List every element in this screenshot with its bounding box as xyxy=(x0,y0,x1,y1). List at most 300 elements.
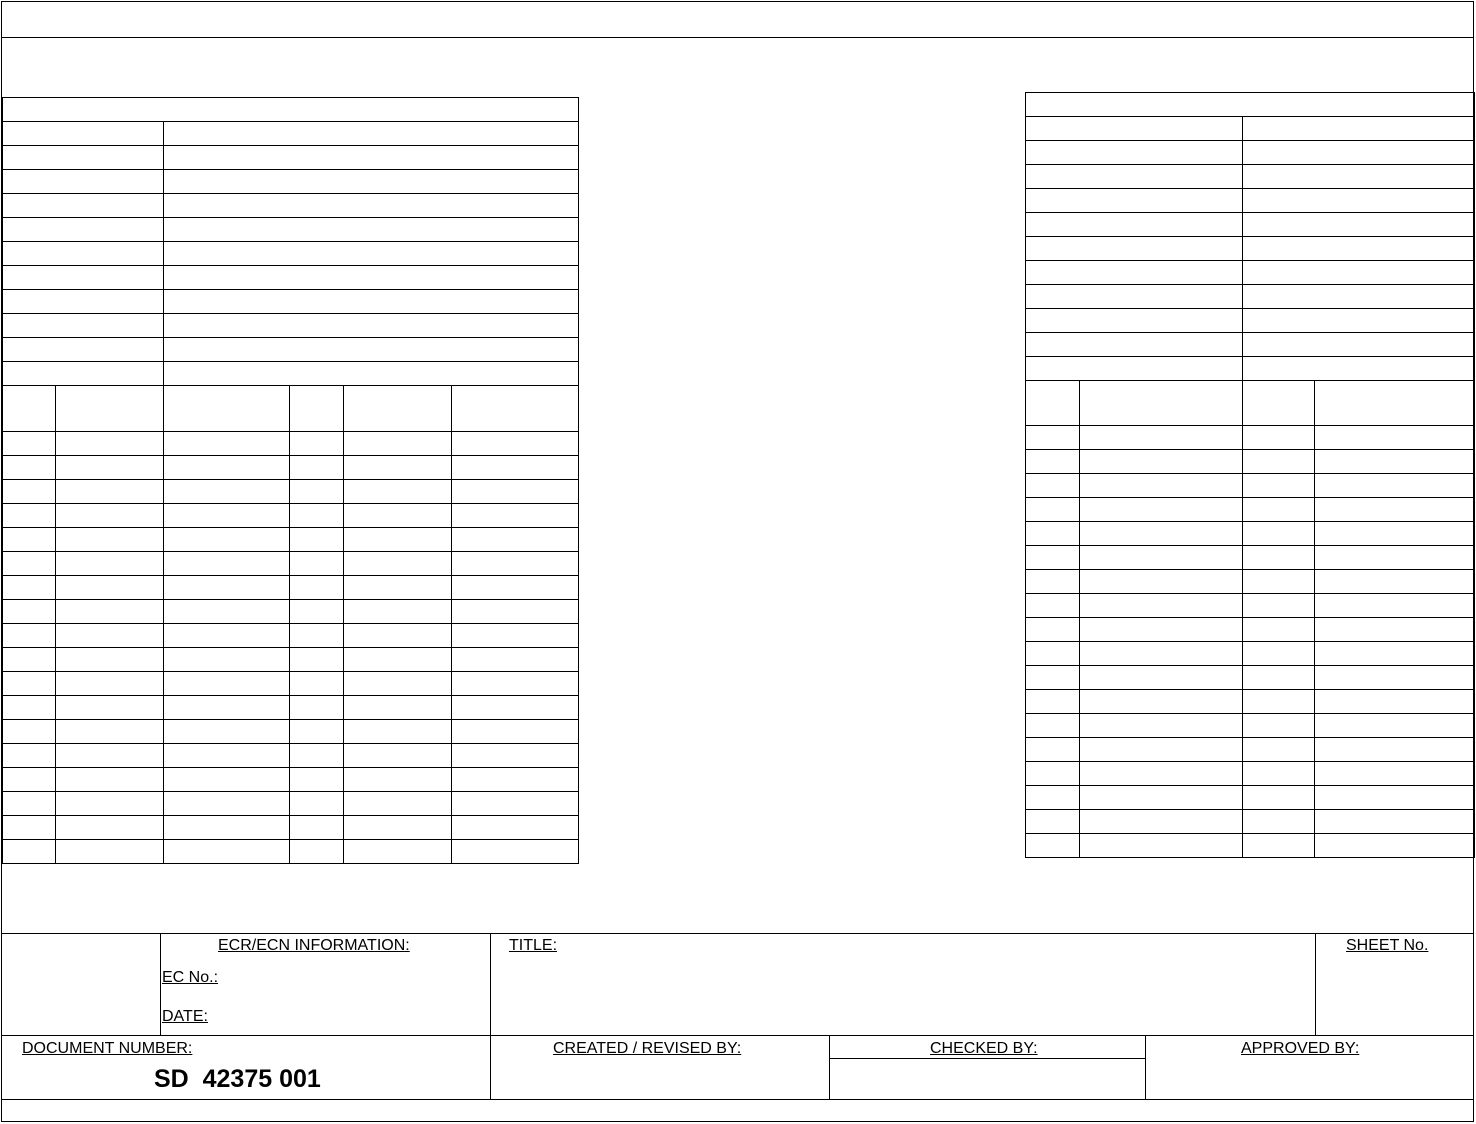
table-cell xyxy=(1026,450,1080,474)
table-column-header-row xyxy=(1026,381,1475,426)
table-row xyxy=(1026,522,1475,546)
table-cell xyxy=(344,720,452,744)
table-cell xyxy=(290,672,344,696)
table-row xyxy=(3,840,579,864)
table-cell xyxy=(3,624,56,648)
ecr-ecn-information-label: ECR/ECN INFORMATION: xyxy=(218,937,410,954)
table-cell xyxy=(452,672,579,696)
table-cell xyxy=(1026,333,1243,357)
table-row xyxy=(1026,357,1475,381)
table-cell xyxy=(452,648,579,672)
table-cell xyxy=(1026,522,1080,546)
table-cell xyxy=(344,576,452,600)
document-number-label: DOCUMENT NUMBER: xyxy=(22,1040,193,1057)
table-cell xyxy=(1026,810,1080,834)
table-cell xyxy=(3,456,56,480)
table-cell xyxy=(1243,714,1315,738)
table-cell xyxy=(1315,834,1475,858)
table-cell xyxy=(1080,642,1243,666)
table-row xyxy=(1026,117,1475,141)
table-cell xyxy=(344,552,452,576)
table-cell xyxy=(1080,450,1243,474)
table-cell xyxy=(164,552,290,576)
table-cell xyxy=(164,720,290,744)
date-label: DATE: xyxy=(162,1008,208,1025)
table-cell xyxy=(1026,762,1080,786)
table-row xyxy=(3,792,579,816)
table-cell xyxy=(1026,165,1243,189)
table-cell xyxy=(56,528,164,552)
table-cell xyxy=(164,744,290,768)
table-cell xyxy=(1243,834,1315,858)
table-cell xyxy=(290,432,344,456)
table-cell xyxy=(3,218,164,242)
table-header-row xyxy=(3,98,579,122)
table-cell xyxy=(3,576,56,600)
table-cell xyxy=(164,456,290,480)
table-cell xyxy=(3,362,164,386)
table-row xyxy=(3,672,579,696)
table-cell xyxy=(164,768,290,792)
table-cell xyxy=(1315,498,1475,522)
table-cell xyxy=(1080,594,1243,618)
table-cell xyxy=(290,768,344,792)
table-row xyxy=(3,600,579,624)
table-cell xyxy=(290,528,344,552)
table-cell xyxy=(452,744,579,768)
table-row xyxy=(1026,570,1475,594)
table-cell xyxy=(452,386,579,432)
table-cell xyxy=(290,792,344,816)
table-cell xyxy=(1315,546,1475,570)
table-cell xyxy=(344,386,452,432)
table-cell xyxy=(1026,426,1080,450)
table-cell xyxy=(290,386,344,432)
table-cell xyxy=(344,792,452,816)
table-cell xyxy=(1080,738,1243,762)
table-cell xyxy=(56,744,164,768)
table-row xyxy=(1026,762,1475,786)
checked-by-label: CHECKED BY: xyxy=(930,1040,1038,1057)
title-block-divider xyxy=(1145,1036,1146,1099)
table-cell xyxy=(290,576,344,600)
table-cell xyxy=(452,768,579,792)
table-cell xyxy=(3,552,56,576)
table-row xyxy=(1026,618,1475,642)
table-cell xyxy=(1080,762,1243,786)
table-row xyxy=(1026,285,1475,309)
table-row xyxy=(3,648,579,672)
table-cell xyxy=(452,456,579,480)
table-cell xyxy=(290,480,344,504)
table-cell xyxy=(164,504,290,528)
table-row xyxy=(1026,426,1475,450)
table-cell xyxy=(1026,285,1243,309)
right-info-table xyxy=(1025,92,1475,858)
table-row xyxy=(3,768,579,792)
table-row xyxy=(3,218,579,242)
table-row xyxy=(3,696,579,720)
table-cell xyxy=(3,98,579,122)
title-block-mid-border xyxy=(1,1035,1474,1036)
table-cell xyxy=(1080,426,1243,450)
table-cell xyxy=(3,768,56,792)
ec-number-label: EC No.: xyxy=(162,969,219,986)
table-cell xyxy=(1315,786,1475,810)
table-cell xyxy=(290,744,344,768)
table-row xyxy=(1026,237,1475,261)
table-cell xyxy=(3,170,164,194)
table-row xyxy=(1026,810,1475,834)
table-cell xyxy=(1243,309,1475,333)
table-cell xyxy=(452,528,579,552)
table-cell xyxy=(3,648,56,672)
table-cell xyxy=(3,816,56,840)
table-cell xyxy=(1315,618,1475,642)
table-cell xyxy=(1243,474,1315,498)
table-row xyxy=(3,314,579,338)
table-row xyxy=(3,744,579,768)
table-cell xyxy=(164,576,290,600)
table-cell xyxy=(1243,810,1315,834)
table-cell xyxy=(452,432,579,456)
table-cell xyxy=(1080,381,1243,426)
table-row xyxy=(1026,594,1475,618)
table-cell xyxy=(164,528,290,552)
table-cell xyxy=(164,648,290,672)
table-row xyxy=(1026,690,1475,714)
table-cell xyxy=(164,816,290,840)
table-cell xyxy=(56,840,164,864)
table-cell xyxy=(1315,381,1475,426)
table-cell xyxy=(1243,285,1475,309)
table-cell xyxy=(1026,309,1243,333)
table-cell xyxy=(290,504,344,528)
table-cell xyxy=(3,528,56,552)
table-row xyxy=(3,456,579,480)
table-row xyxy=(1026,786,1475,810)
table-cell xyxy=(56,504,164,528)
table-cell xyxy=(1080,522,1243,546)
table-cell xyxy=(3,242,164,266)
table-row xyxy=(3,194,579,218)
table-cell xyxy=(290,840,344,864)
table-row xyxy=(3,624,579,648)
table-row xyxy=(3,122,579,146)
table-cell xyxy=(1026,141,1243,165)
table-row xyxy=(1026,165,1475,189)
table-cell xyxy=(1315,666,1475,690)
table-cell xyxy=(1315,522,1475,546)
table-cell xyxy=(290,648,344,672)
table-row xyxy=(1026,666,1475,690)
table-cell xyxy=(3,266,164,290)
table-cell xyxy=(1026,357,1243,381)
table-cell xyxy=(1315,594,1475,618)
table-cell xyxy=(452,696,579,720)
table-cell xyxy=(56,456,164,480)
table-cell xyxy=(1243,594,1315,618)
table-cell xyxy=(452,576,579,600)
table-cell xyxy=(56,672,164,696)
table-cell xyxy=(344,480,452,504)
table-cell xyxy=(1026,618,1080,642)
table-cell xyxy=(164,218,579,242)
table-row xyxy=(1026,546,1475,570)
table-cell xyxy=(1315,738,1475,762)
table-cell xyxy=(1026,570,1080,594)
table-cell xyxy=(452,504,579,528)
table-row xyxy=(3,720,579,744)
table-row xyxy=(1026,141,1475,165)
table-cell xyxy=(344,504,452,528)
table-cell xyxy=(1026,642,1080,666)
table-row xyxy=(3,170,579,194)
table-cell xyxy=(164,122,579,146)
table-cell xyxy=(56,386,164,432)
table-cell xyxy=(344,600,452,624)
table-cell xyxy=(1026,237,1243,261)
table-cell xyxy=(1243,522,1315,546)
approved-by-label: APPROVED BY: xyxy=(1241,1040,1360,1057)
table-cell xyxy=(56,768,164,792)
table-cell xyxy=(164,338,579,362)
table-cell xyxy=(1243,357,1475,381)
table-cell xyxy=(1026,93,1475,117)
table-cell xyxy=(3,840,56,864)
table-cell xyxy=(290,696,344,720)
table-cell xyxy=(1243,261,1475,285)
table-cell xyxy=(344,624,452,648)
table-cell xyxy=(1243,213,1475,237)
table-cell xyxy=(1315,450,1475,474)
table-row xyxy=(1026,309,1475,333)
table-cell xyxy=(1080,546,1243,570)
table-cell xyxy=(452,840,579,864)
table-cell xyxy=(344,696,452,720)
table-cell xyxy=(344,648,452,672)
table-cell xyxy=(164,314,579,338)
table-row xyxy=(3,576,579,600)
table-row xyxy=(3,242,579,266)
table-cell xyxy=(1026,594,1080,618)
table-cell xyxy=(290,624,344,648)
table-cell xyxy=(1026,834,1080,858)
table-row xyxy=(1026,189,1475,213)
table-cell xyxy=(344,456,452,480)
table-cell xyxy=(1243,333,1475,357)
table-row xyxy=(3,552,579,576)
table-row xyxy=(1026,474,1475,498)
table-cell xyxy=(1243,450,1315,474)
table-cell xyxy=(1080,474,1243,498)
table-cell xyxy=(344,672,452,696)
table-column-header-row xyxy=(3,386,579,432)
table-cell xyxy=(1315,426,1475,450)
table-cell xyxy=(164,696,290,720)
table-row xyxy=(1026,450,1475,474)
table-row xyxy=(3,362,579,386)
header-divider xyxy=(1,37,1474,38)
table-cell xyxy=(344,840,452,864)
table-cell xyxy=(3,672,56,696)
table-cell xyxy=(1243,762,1315,786)
table-row xyxy=(1026,834,1475,858)
document-number-value: SD 42375 001 xyxy=(154,1065,321,1093)
table-row xyxy=(3,816,579,840)
table-cell xyxy=(164,480,290,504)
table-cell xyxy=(1026,786,1080,810)
table-cell xyxy=(1080,834,1243,858)
table-cell xyxy=(1315,570,1475,594)
table-row xyxy=(1026,333,1475,357)
table-row xyxy=(3,432,579,456)
table-cell xyxy=(1243,189,1475,213)
table-cell xyxy=(1080,714,1243,738)
table-row xyxy=(3,528,579,552)
table-cell xyxy=(1243,690,1315,714)
table-cell xyxy=(56,624,164,648)
table-cell xyxy=(1243,165,1475,189)
table-cell xyxy=(344,528,452,552)
table-cell xyxy=(1315,690,1475,714)
table-row xyxy=(3,338,579,362)
table-cell xyxy=(1026,690,1080,714)
table-cell xyxy=(452,624,579,648)
table-cell xyxy=(164,290,579,314)
table-cell xyxy=(1243,117,1475,141)
table-cell xyxy=(452,720,579,744)
table-cell xyxy=(3,122,164,146)
table-cell xyxy=(1243,570,1315,594)
table-cell xyxy=(1243,141,1475,165)
left-info-table xyxy=(2,97,579,864)
table-cell xyxy=(164,432,290,456)
table-row xyxy=(1026,261,1475,285)
table-cell xyxy=(1243,642,1315,666)
table-cell xyxy=(290,816,344,840)
table-cell xyxy=(56,576,164,600)
table-cell xyxy=(452,816,579,840)
table-cell xyxy=(3,432,56,456)
sheet-number-label: SHEET No. xyxy=(1346,937,1429,954)
title-block-divider xyxy=(829,1036,830,1099)
table-cell xyxy=(290,456,344,480)
title-block-divider xyxy=(490,934,491,1099)
table-cell xyxy=(1243,426,1315,450)
title-block-divider xyxy=(160,934,161,1035)
table-cell xyxy=(1026,474,1080,498)
table-cell xyxy=(1315,714,1475,738)
table-cell xyxy=(3,314,164,338)
table-cell xyxy=(1080,690,1243,714)
table-cell xyxy=(56,720,164,744)
table-cell xyxy=(56,432,164,456)
table-cell xyxy=(3,146,164,170)
table-cell xyxy=(1026,738,1080,762)
table-cell xyxy=(164,386,290,432)
table-cell xyxy=(3,792,56,816)
table-cell xyxy=(290,600,344,624)
table-cell xyxy=(1080,810,1243,834)
table-cell xyxy=(3,386,56,432)
table-cell xyxy=(1080,570,1243,594)
table-cell xyxy=(452,792,579,816)
table-cell xyxy=(164,266,579,290)
table-cell xyxy=(1026,213,1243,237)
table-cell xyxy=(1080,498,1243,522)
title-block-top-border xyxy=(1,933,1474,934)
table-cell xyxy=(164,146,579,170)
table-cell xyxy=(1026,498,1080,522)
table-row xyxy=(1026,714,1475,738)
table-header-row xyxy=(1026,93,1475,117)
table-cell xyxy=(164,672,290,696)
table-cell xyxy=(452,600,579,624)
table-cell xyxy=(1026,117,1243,141)
table-row xyxy=(1026,642,1475,666)
table-cell xyxy=(1080,786,1243,810)
table-cell xyxy=(1080,618,1243,642)
table-cell xyxy=(1243,666,1315,690)
table-cell xyxy=(1315,642,1475,666)
table-cell xyxy=(1080,666,1243,690)
table-row xyxy=(3,290,579,314)
table-cell xyxy=(1243,237,1475,261)
table-cell xyxy=(56,816,164,840)
table-cell xyxy=(56,480,164,504)
table-cell xyxy=(1026,546,1080,570)
table-cell xyxy=(164,194,579,218)
table-cell xyxy=(3,720,56,744)
table-cell xyxy=(1243,618,1315,642)
table-cell xyxy=(3,194,164,218)
table-row xyxy=(1026,498,1475,522)
table-cell xyxy=(1315,810,1475,834)
table-cell xyxy=(1026,381,1080,426)
title-block-divider xyxy=(829,1058,1146,1059)
table-cell xyxy=(164,840,290,864)
table-cell xyxy=(1026,714,1080,738)
table-cell xyxy=(164,792,290,816)
table-cell xyxy=(56,552,164,576)
table-cell xyxy=(3,338,164,362)
table-cell xyxy=(344,816,452,840)
title-label: TITLE: xyxy=(509,937,558,954)
table-row xyxy=(3,480,579,504)
title-block-divider xyxy=(1315,934,1316,1035)
created-revised-by-label: CREATED / REVISED BY: xyxy=(553,1040,742,1057)
table-cell xyxy=(1026,189,1243,213)
title-block-bottom-border xyxy=(1,1099,1474,1100)
table-cell xyxy=(56,696,164,720)
table-row xyxy=(3,266,579,290)
table-row xyxy=(1026,738,1475,762)
table-cell xyxy=(1026,261,1243,285)
table-cell xyxy=(56,600,164,624)
table-cell xyxy=(452,480,579,504)
table-cell xyxy=(1243,738,1315,762)
table-cell xyxy=(56,648,164,672)
table-row xyxy=(3,146,579,170)
table-cell xyxy=(344,744,452,768)
table-cell xyxy=(344,432,452,456)
table-cell xyxy=(1243,786,1315,810)
table-cell xyxy=(1243,381,1315,426)
table-row xyxy=(1026,213,1475,237)
table-cell xyxy=(164,600,290,624)
table-cell xyxy=(164,242,579,266)
